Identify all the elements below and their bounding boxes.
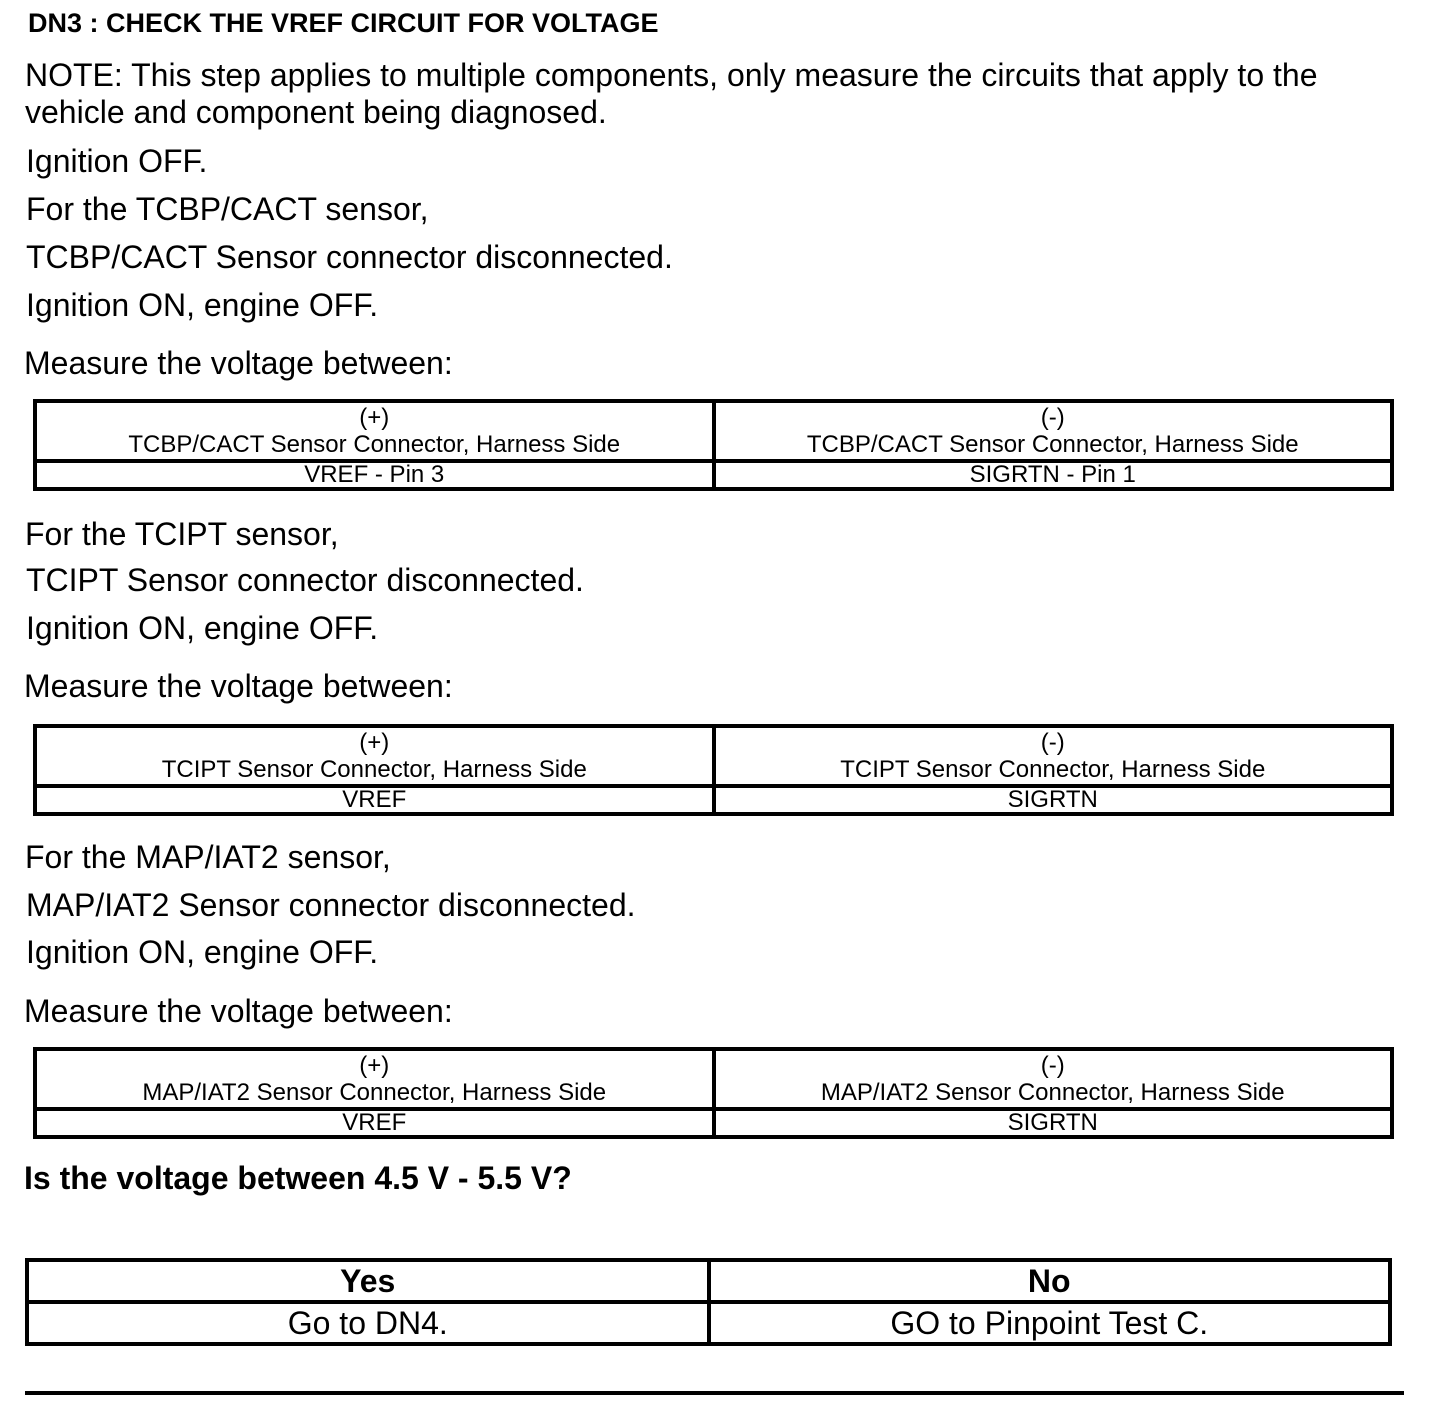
bottom-divider (25, 1391, 1404, 1395)
plus-pin-cell: VREF (35, 786, 714, 814)
minus-column-header (714, 726, 1393, 786)
minus-pin-cell: SIGRTN (714, 1109, 1393, 1137)
minus-connector-name: TCBP/CACT Sensor Connector, Harness Side (806, 431, 1299, 458)
minus-label: (-) (1040, 729, 1065, 756)
yes-action: Go to DN4. (27, 1302, 709, 1344)
plus-label: (+) (359, 729, 390, 756)
minus-column-header (714, 1049, 1393, 1109)
minus-connector-name: MAP/IAT2 Sensor Connector, Harness Side (820, 1079, 1285, 1106)
no-header: No (709, 1260, 1391, 1302)
note-text: NOTE: This step applies to multiple components, only measure the circuits that apply to the vehicle and component being diagnosed. (25, 57, 1318, 130)
connector-disconnect-step: MAP/IAT2 Sensor connector disconnected. (26, 887, 636, 923)
voltage-measure-table (33, 724, 1394, 816)
plus-connector-name: MAP/IAT2 Sensor Connector, Harness Side (142, 1079, 607, 1106)
voltage-measure-table (33, 399, 1394, 491)
minus-connector-name: TCIPT Sensor Connector, Harness Side (840, 756, 1266, 783)
yes-header: Yes (27, 1260, 709, 1302)
plus-label: (+) (359, 1052, 390, 1079)
result-table (25, 1258, 1392, 1346)
measure-instruction: Measure the voltage between: (24, 668, 453, 704)
minus-pin-cell: SIGRTN - Pin 1 (714, 461, 1393, 489)
ignition-on-step: Ignition ON, engine OFF. (26, 610, 379, 646)
no-action: GO to Pinpoint Test C. (709, 1302, 1391, 1344)
section-intro: For the TCIPT sensor, (25, 516, 339, 552)
ignition-on-step: Ignition ON, engine OFF. (26, 934, 379, 970)
plus-pin-cell: VREF - Pin 3 (35, 461, 714, 489)
ignition-on-step: Ignition ON, engine OFF. (26, 287, 379, 323)
plus-column-header (35, 1049, 714, 1109)
plus-column-header (35, 401, 714, 461)
plus-pin-cell: VREF (35, 1109, 714, 1137)
measure-instruction: Measure the voltage between: (24, 345, 453, 381)
minus-column-header (714, 401, 1393, 461)
plus-column-header (35, 726, 714, 786)
plus-connector-name: TCBP/CACT Sensor Connector, Harness Side (128, 431, 621, 458)
step-title: DN3 : CHECK THE VREF CIRCUIT FOR VOLTAGE (28, 8, 659, 38)
measure-instruction: Measure the voltage between: (24, 993, 453, 1029)
plus-connector-name: TCIPT Sensor Connector, Harness Side (161, 756, 587, 783)
plus-label: (+) (359, 404, 390, 431)
voltage-measure-table (33, 1047, 1394, 1139)
ignition-off-step: Ignition OFF. (26, 143, 208, 179)
section-intro: For the MAP/IAT2 sensor, (25, 839, 391, 875)
section-intro: For the TCBP/CACT sensor, (26, 191, 429, 227)
minus-pin-cell: SIGRTN (714, 786, 1393, 814)
connector-disconnect-step: TCIPT Sensor connector disconnected. (26, 562, 584, 598)
minus-label: (-) (1040, 404, 1065, 431)
minus-label: (-) (1040, 1052, 1065, 1079)
connector-disconnect-step: TCBP/CACT Sensor connector disconnected. (26, 239, 673, 275)
voltage-question: Is the voltage between 4.5 V - 5.5 V? (24, 1160, 572, 1196)
